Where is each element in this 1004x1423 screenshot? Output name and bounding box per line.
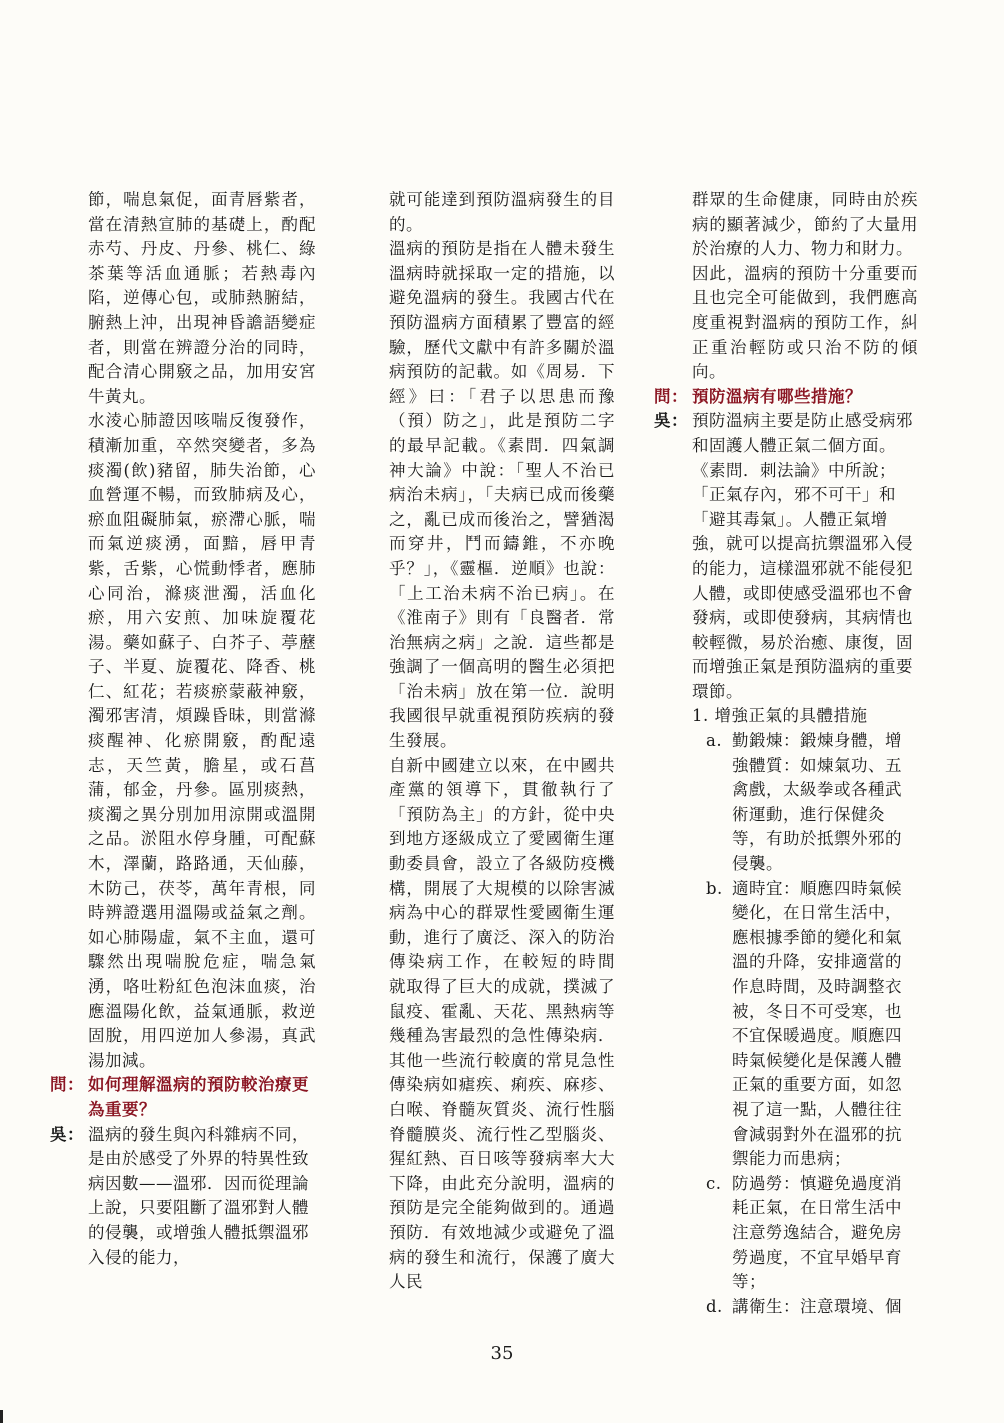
list-item-text: 講衛生：注意環境、個 [732,1296,902,1316]
answer [50,1123,316,1271]
paragraph: 水淩心肺證因咳喘反復發作，積漸加重，卒然突變者，多為痰濁(飲)豬留，肺失治節，心血營運不暢，而致肺病及心，瘀血阻礙肺氣，瘀滯心脈，喘而氣逆痰湧，面黯，唇甲青紫，舌紫，心慌動悸者，應肺心同治，滌痰泄濁，活血化瘀，用六安煎、加味旋覆花湯。藥如蘇子、白芥子、葶藶子、半夏、旋覆花、降香、桃仁、紅花；若痰瘀蒙蔽神竅，濁邪害清，煩躁昏昧，則當滌痰醒神、化瘀開竅，酌配遠志，天竺黃，膽星，或石菖蒲，郁金，丹參。區別痰熱，痰濁之異分別加用涼開或溫開之品。淤阻水停身腫，可配蘇木，澤蘭，路路通，天仙藤，木防己，茯苓，萬年青根，同時辨證選用溫陽或益氣之劑。如心肺陽虛，氣不主血，還可驟然出現喘脫危症，喘急氣湧，咯吐粉紅色泡沫血痰，治應溫陽化飲，益氣通脈，救逆固脫，用四逆加人參湯，真武湯加減。 [88,411,316,1070]
list-item [692,729,918,877]
answer [654,409,918,1319]
list-item [692,877,918,1172]
list-item-text: 勤鍛煉：鍛煉身體，增強體質：如煉氣功、五禽戲，太級拳或各種武術運動，進行保健灸等，有助於抵禦外邪的侵襲。 [732,731,902,874]
question-marker: 問： [50,1075,84,1095]
list-item [692,1172,918,1295]
question-text: 如何理解溫病的預防較治療更為重要？ [88,1075,309,1119]
column-middle [389,188,632,1295]
scan-edge-mark [0,1410,3,1423]
list-item-label: d. [706,1296,723,1316]
answer-marker: 吳： [50,1124,84,1144]
answer-text: 溫病的發生與內科雜病不同，是由於感受了外界的特異性致病因數——溫邪．因而從理論上說，只要阻斷了溫邪對人體的侵襲，或增強人體抵禦溫邪入侵的能力， [88,1124,309,1267]
paragraph: 自新中國建立以來，在中國共產黨的領導下，貫徹執行了「預防為主」的方針，從中央到地方逐級成立了愛國衛生運動委員會，設立了各級防疫機構，開展了大規模的以除害滅病為中心的群眾性愛國衛生運動，進行了廣泛、深入的防治傳染病工作，在較短的時間 就取得了巨大的成就，撲滅了鼠疫、霍亂、天花、黑熱病等幾種為害最烈的急性傳染病．其他一些流行較廣的常見急性傳染病如瘧疾、痢疾、麻疹、白喉、脊髓灰質炎、流行性腦脊髓膜炎、流行性乙型腦炎、猩紅熱、百日咳等發病率大大下降，由此充分說明，溫病的預防是完全能夠做到的。通過預防．有效地減少或避免了溫病的發生和流行，保護了廣大人民 [389,755,632,1292]
question-marker: 問： [654,386,688,406]
column-right [654,188,918,1319]
paragraph: 群眾的生命健康，同時由於疾病的顯著減少，節約了大量用於治療的人力、物力和財力。 [692,190,918,259]
question [654,385,918,410]
list-item-label: b. [706,878,723,898]
page-number: 35 [490,1343,514,1364]
list-heading: 1. 增強正氣的具體措施 [692,706,868,726]
question-text: 預防溫病有哪些措施？ [692,386,862,406]
question [50,1073,316,1122]
answer-text: 預防溫病主要是防止感受病邪和固護人體正氣二個方面。《素問．刺法論》中所說；「正氣存內，邪不可干」和「避其毒氣」。人體正氣增強，就可以提高抗禦溫邪入侵的能力，這樣溫邪就不能侵犯人體，或即使感受溫邪也不會發病，或即使發病，其病情也較輕微，易於治癒、康復，固而增強正氣是預防溫病的重要環節。 [692,411,913,701]
list-item-text: 防過勞：慎避免過度消耗正氣，在日常生活中注意勞逸結合，避免房勞過度，不宜早婚早育等； [732,1173,902,1292]
column-left [50,188,316,1270]
list-item-label: a. [706,731,723,751]
answer-marker: 吳： [654,411,688,431]
paragraph: 就可能達到預防溫病發生的目的。 [389,190,615,234]
list-item-label: c. [706,1173,722,1193]
paragraph: 溫病的預防是指在人體未發生溫病時就採取一定的措施，以避免溫病的發生。我國古代在預防溫病方面積累了豐富的經驗，歷代文獻中有許多關於溫病預防的記載。如《周易．下經》曰：「君子以思患而豫（預）防之」，此是預防二字的最早記載。《素問．四氣調神大論》中說：「聖人不治已病治未病」，「夫病已成而後藥之，亂已成而後治之，譬猶渴而穿井，鬥而鑄錐，不亦晚乎？」，《靈樞．逆順》也說：「上工治未病不治已病」。在《淮南子》則有「良醫者．常治無病之病」之說．這些都是強調了一個高明的醫生必須把「治未病」放在第一位．說明我國很早就重視預防疾病的發生發展。 [389,239,615,751]
paragraph: 節，喘息氣促，面青唇紫者，當在清熱宣肺的基礎上，酌配赤芍、丹皮、丹參、桃仁、綠茶葉等活血通脈；若熱毒內陷，逆傳心包，或肺熱腑結，腑熱上沖，出現神昏譫語變症者，則當在辨證分治的同時，配合清心開竅之品，加用安宮牛黃丸。 [88,190,316,406]
list-item [692,1295,918,1320]
paragraph: 因此，溫病的預防十分重要而且也完全可能做到，我們應高度重視對溫病的預防工作，糾正重治輕防或只治不防的傾向。 [692,263,918,382]
list-item-text: 適時宜：順應四時氣候變化，在日常生活中，應根據季節的變化和氣溫的升降，安排適當的作息時間，及時調整衣被，冬日不可受寒，也不宜保暖過度。順應四時氣候變化是保護人體正氣的重要方面，如忽視了這一點，人體往往會減弱對外在溫邪的抗禦能力而患病； [732,878,902,1169]
